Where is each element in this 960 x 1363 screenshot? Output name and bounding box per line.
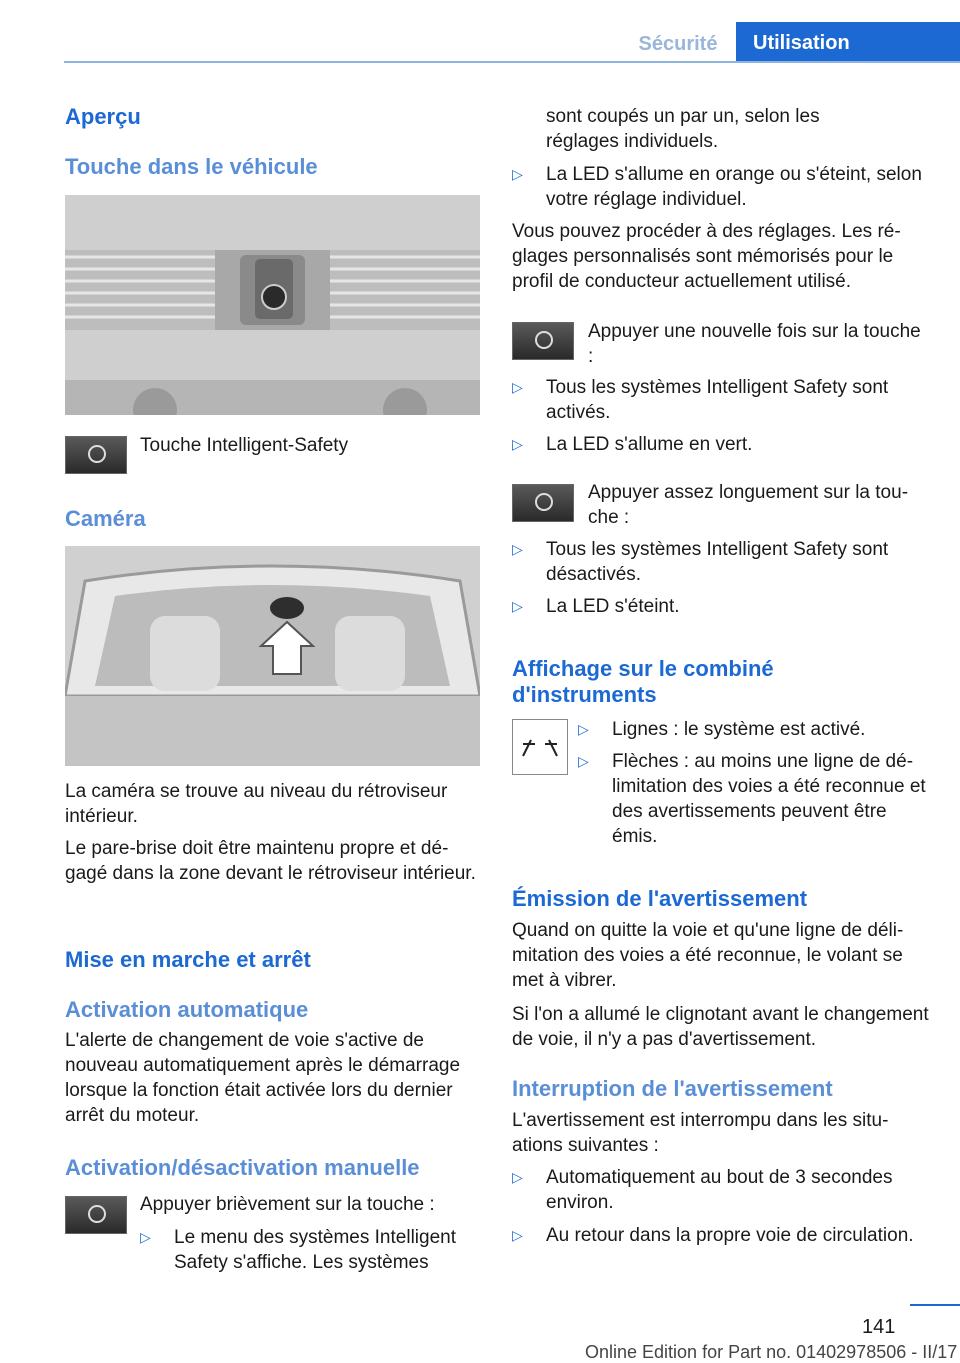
heading-mise-en-marche: Mise en marche et arrêt	[65, 947, 311, 972]
intelligent-safety-button-icon	[512, 484, 574, 522]
heading-apercu: Aperçu	[65, 104, 141, 129]
page-number: 141	[862, 1316, 896, 1338]
tab-utilisation[interactable]: Utilisation	[736, 22, 960, 61]
footer-edition: Online Edition for Part no. 01402978506 - II/17	[585, 1342, 958, 1362]
heading-touche-vehicule: Touche dans le véhicule	[65, 154, 318, 179]
bullet-marker: ▷	[512, 166, 523, 182]
heading-interruption: Interruption de l'avertissement	[512, 1076, 833, 1101]
heading-affichage: Affichage sur le combiné d'instruments	[512, 656, 774, 707]
bullet-marker: ▷	[512, 1169, 523, 1185]
header-rule	[64, 61, 960, 63]
caption-touche: Touche Intelligent-Safety	[140, 435, 349, 456]
bullet-marker: ▷	[512, 598, 523, 614]
paragraph-reglages: Vous pouvez procéder à des réglages. Les réglages personnalisés sont mémorisés pour le profil de conducteur actuellement utilisé.	[512, 221, 901, 292]
bullet-marker: ▷	[512, 541, 523, 557]
paragraph-activation-auto: L'alerte de changement de voie s'active de nouveau automatiquement après le démarrage lorsque la fonction était activée lors du dernier arrêt du moteur.	[65, 1030, 461, 1126]
lane-lines-icon	[512, 719, 568, 775]
intelligent-safety-button-icon	[65, 1196, 127, 1234]
tab-securite[interactable]: Sécurité	[638, 33, 718, 55]
heading-emission: Émission de l'avertissement	[512, 886, 808, 911]
bullet-marker: ▷	[578, 721, 589, 737]
intelligent-safety-button-icon	[65, 436, 127, 474]
paragraph-emission-1: Quand on quitte la voie et qu'une ligne de délimitation des voies a été reconnue, le volant se met à vibrer.	[512, 920, 904, 991]
footer-rule	[910, 1304, 960, 1306]
paragraph-longuement: Appuyer assez longuement sur la touche :	[588, 482, 909, 528]
intelligent-safety-button-icon	[512, 322, 574, 360]
bullet-marker: ▷	[512, 1227, 523, 1243]
paragraph-emission-2: Si l'on a allumé le clignotant avant le changement de voie, il n'y a pas d'avertissement.	[512, 1004, 929, 1050]
heading-camera: Caméra	[65, 506, 146, 531]
camera-windshield-photo	[65, 546, 480, 766]
bullet-marker: ▷	[140, 1229, 151, 1245]
paragraph-continuation: sont coupés un par un, selon les réglages individuels.	[546, 106, 820, 152]
paragraph-brievement: Appuyer brièvement sur la touche :	[140, 1194, 435, 1215]
paragraph-interruption: L'avertissement est interrompu dans les situations suivantes :	[512, 1110, 889, 1156]
bullet-marker: ▷	[512, 379, 523, 395]
bullet-marker: ▷	[578, 753, 589, 769]
heading-activation-automatique: Activation automatique	[65, 997, 309, 1022]
heading-activation-manuelle: Activation/désactivation manuelle	[65, 1155, 420, 1180]
paragraph-camera-2: Le pare-brise doit être maintenu propre et dégagé dans la zone devant le rétroviseur intérieur.	[65, 838, 476, 884]
paragraph-camera-1: La caméra se trouve au niveau du rétroviseur intérieur.	[65, 781, 448, 827]
bullet-marker: ▷	[512, 436, 523, 452]
paragraph-nouvelle-fois: Appuyer une nouvelle fois sur la touche :	[588, 321, 921, 367]
dashboard-button-photo	[65, 195, 480, 415]
